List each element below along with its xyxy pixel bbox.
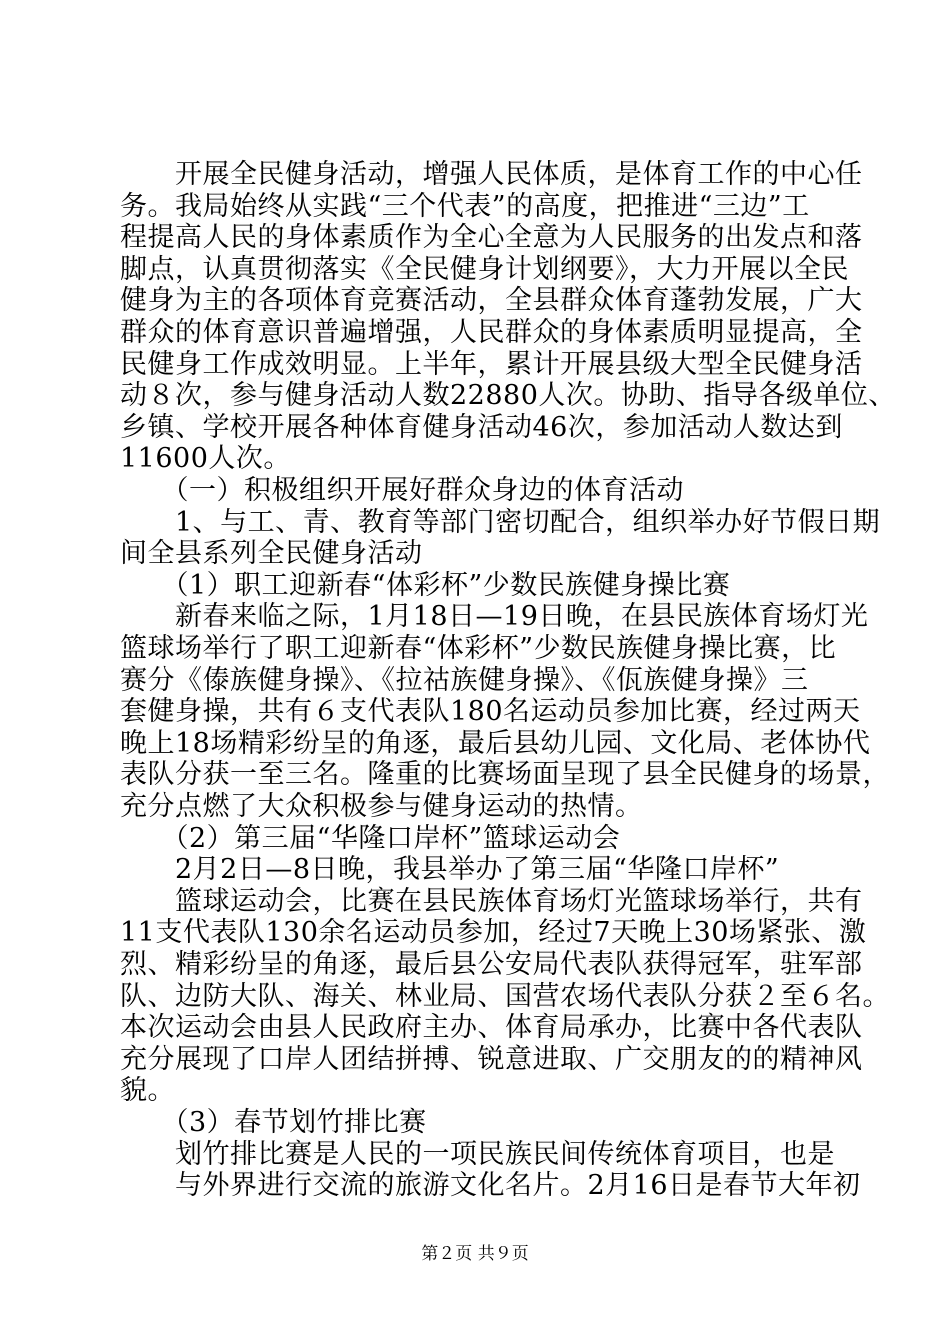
text-line: 新春来临之际，1月18日—19日晚，在县民族体育场灯光: [120, 601, 869, 633]
text-line: 队、边防大队、海关、林业局、国营农场代表队分获２至６名。: [120, 980, 890, 1012]
text-line: 1、与工、青、教育等部门密切配合，组织举办好节假日期: [120, 506, 881, 538]
text-line: 11支代表队130余名运动员参加，经过7天晚上30场紧张、激: [120, 917, 867, 949]
text-line: 开展全民健身活动，增强人民体质，是体育工作的中心任: [120, 159, 863, 190]
text-line: 赛分《傣族健身操》、《拉祜族健身操》、《佤族健身操》三: [120, 664, 809, 696]
text-line: 晚上18场精彩纷呈的角逐，最后县幼儿园、文化局、老体协代: [120, 727, 871, 759]
text-line: （3）春节划竹排比赛: [120, 1107, 427, 1138]
page-footer: 第２页 共９页: [421, 1244, 529, 1264]
text-line: 民健身工作成效明显。上半年，累计开展县级大型全民健身活: [120, 348, 863, 380]
text-line: 充分点燃了大众积极参与健身运动的热情。: [120, 791, 643, 822]
text-line: 表队分获一至三名。隆重的比赛场面呈现了县全民健身的场景，: [120, 759, 890, 791]
text-line: 间全县系列全民健身活动: [120, 538, 423, 570]
text-line: 健身为主的各项体育竞赛活动，全县群众体育蓬勃发展，广大: [120, 285, 863, 317]
text-line: （一）积极组织开展好群众身边的体育活动: [120, 475, 684, 506]
text-line: 务。我局始终从实践“三个代表”的高度，把推进“三边”工: [120, 190, 810, 222]
text-line: 套健身操，共有６支代表队180名运动员参加比赛，经过两天: [120, 696, 861, 728]
text-line: 与外界进行交流的旅游文化名片。2月16日是春节大年初: [120, 1170, 861, 1202]
text-line: 篮球运动会，比赛在县民族体育场灯光篮球场举行，共有: [120, 885, 863, 917]
text-line: 烈、精彩纷呈的角逐，最后县公安局代表队获得冠军，驻军部: [120, 949, 863, 980]
text-line: 群众的体育意识普遍增强，人民群众的身体素质明显提高，全: [120, 317, 863, 348]
text-line: 篮球场举行了职工迎新春“体彩杯”少数民族健身操比赛，比: [120, 633, 837, 664]
text-line: 乡镇、学校开展各种体育健身活动46次，参加活动人数达到: [120, 411, 843, 443]
text-line: 充分展现了口岸人团结拼搏、锐意进取、广交朋友的的精神风: [120, 1043, 863, 1075]
text-line: 11600人次。: [120, 443, 291, 475]
text-line: 2月2日—8日晚，我县举办了第三届“华隆口岸杯”: [120, 854, 780, 886]
text-line: 程提高人民的身体素质作为全心全意为人民服务的出发点和落: [120, 222, 863, 254]
text-line: （2）第三届“华隆口岸杯”篮球运动会: [120, 822, 621, 854]
text-line: （1）职工迎新春“体彩杯”少数民族健身操比赛: [120, 569, 731, 601]
text-line: 貌。: [120, 1075, 175, 1107]
text-line: 本次运动会由县人民政府主办、体育局承办，比赛中各代表队: [120, 1012, 863, 1044]
text-line: 划竹排比赛是人民的一项民族民间传统体育项目，也是: [120, 1138, 835, 1170]
text-line: 脚点，认真贯彻落实《全民健身计划纲要》，大力开展以全民: [120, 253, 849, 285]
text-line: 动８次，参与健身活动人数22880人次。协助、指导各级单位、: [120, 380, 896, 412]
